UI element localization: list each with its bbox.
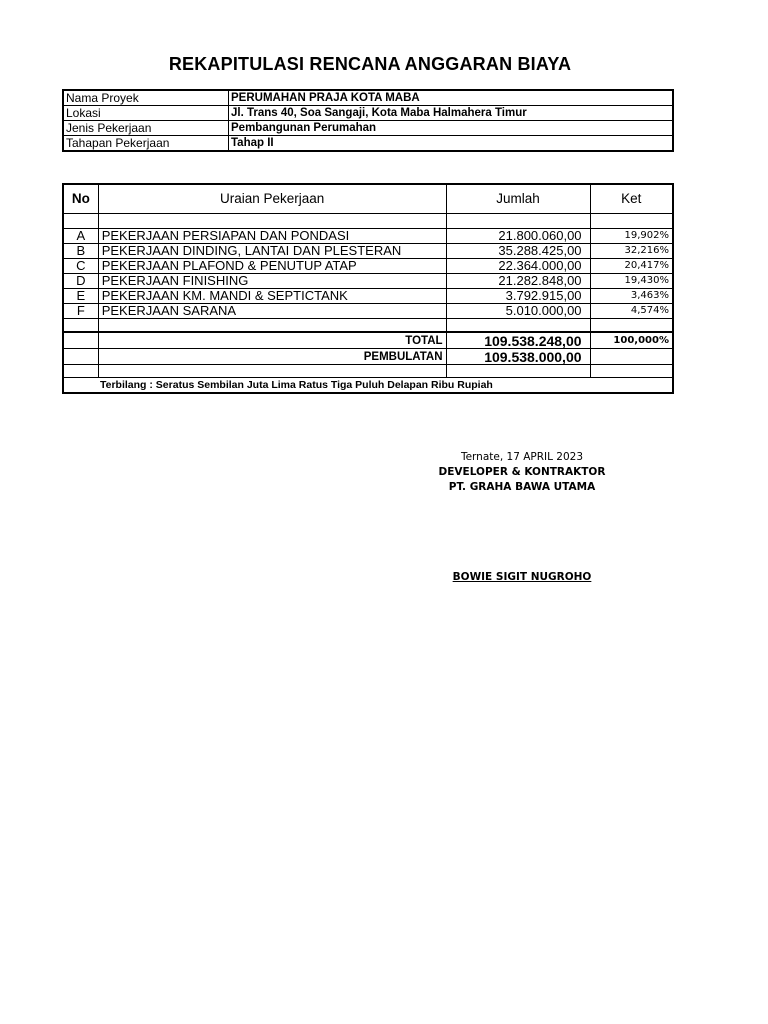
row-no: C [63,259,98,274]
row-ket: 19,430% [590,274,673,289]
place-date: Ternate, 17 APRIL 2023 [460,451,584,463]
total-value: 109.538.248,00 [446,332,590,349]
header-uraian: Uraian Pekerjaan [98,184,446,214]
company-name: PT. GRAHA BAWA UTAMA [448,481,596,493]
row-ket: 3,463% [590,289,673,304]
info-value: Jl. Trans 40, Soa Sangaji, Kota Maba Halmahera Timur [229,106,674,121]
project-info-table [62,89,674,152]
row-uraian: PEKERJAAN DINDING, LANTAI DAN PLESTERAN [98,244,446,259]
table-row [63,229,673,244]
row-jumlah: 5.010.000,00 [446,304,590,319]
info-row [63,136,673,152]
info-value: Tahap II [229,136,674,152]
table-row [63,244,673,259]
info-label: Nama Proyek [63,90,229,106]
row-uraian: PEKERJAAN PERSIAPAN DAN PONDASI [98,229,446,244]
row-no: E [63,289,98,304]
header-ket: Ket [590,184,673,214]
total-row [63,332,673,349]
info-label: Jenis Pekerjaan [63,121,229,136]
info-value: Pembangunan Perumahan [229,121,674,136]
total-ket: 100,000% [590,332,673,349]
info-row [63,90,673,106]
row-jumlah: 3.792.915,00 [446,289,590,304]
pembulatan-row [63,349,673,365]
pembulatan-value: 109.538.000,00 [446,349,590,365]
row-no: A [63,229,98,244]
row-jumlah: 21.282.848,00 [446,274,590,289]
info-label: Lokasi [63,106,229,121]
terbilang-text: Terbilang : Seratus Sembilan Juta Lima Ratus Tiga Puluh Delapan Ribu Rupiah [63,378,673,394]
row-ket: 19,902% [590,229,673,244]
budget-table [62,183,674,394]
header-jumlah: Jumlah [446,184,590,214]
row-uraian: PEKERJAAN SARANA [98,304,446,319]
row-uraian: PEKERJAAN PLAFOND & PENUTUP ATAP [98,259,446,274]
row-ket: 20,417% [590,259,673,274]
info-row [63,121,673,136]
row-no: B [63,244,98,259]
info-value: PERUMAHAN PRAJA KOTA MABA [229,90,674,106]
row-jumlah: 35.288.425,00 [446,244,590,259]
table-row [63,274,673,289]
row-jumlah: 22.364.000,00 [446,259,590,274]
row-no: D [63,274,98,289]
pembulatan-label: PEMBULATAN [98,349,446,365]
row-uraian: PEKERJAAN KM. MANDI & SEPTICTANK [98,289,446,304]
table-row [63,304,673,319]
spacer-row [63,319,673,333]
row-jumlah: 21.800.060,00 [446,229,590,244]
row-no: F [63,304,98,319]
spacer-row [63,365,673,378]
table-row [63,289,673,304]
signer-role: DEVELOPER & KONTRAKTOR [438,466,606,478]
row-ket: 32,216% [590,244,673,259]
document-title: REKAPITULASI RENCANA ANGGARAN BIAYA [168,54,572,74]
total-label: TOTAL [98,332,446,349]
row-ket: 4,574% [590,304,673,319]
info-label: Tahapan Pekerjaan [63,136,229,152]
table-header-row [63,184,673,214]
spacer-row [63,214,673,229]
terbilang-row [63,378,673,394]
info-row [63,106,673,121]
header-no: No [63,184,98,214]
row-uraian: PEKERJAAN FINISHING [98,274,446,289]
signer-name: BOWIE SIGIT NUGROHO [452,571,592,583]
table-row [63,259,673,274]
